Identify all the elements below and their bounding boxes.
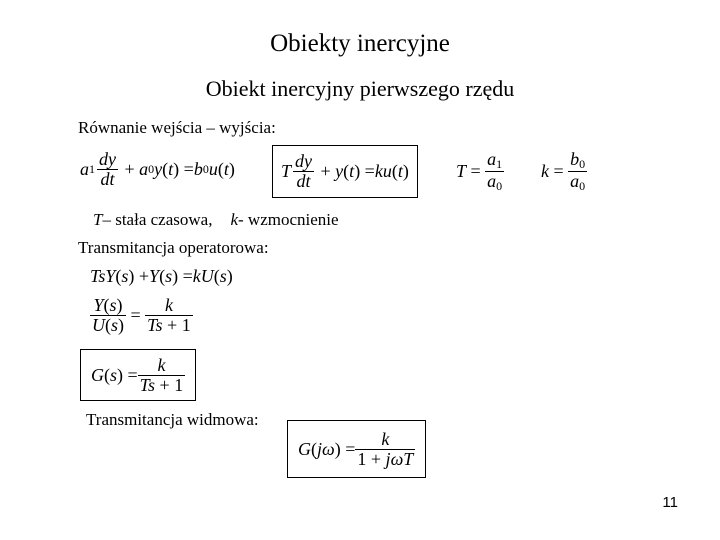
operator-transmittance-heading: Transmitancja operatorowa: <box>78 238 269 257</box>
time-constant-formula: T = $\frac{a_1}{a_0}$ <box>456 149 503 193</box>
spectral-transmittance-box: G ( j ω ) = $\frac{k}{\text{1 + jωT}}$ <box>287 420 426 478</box>
slide-subtitle: Obiekt inercyjny pierwszego rzędu <box>205 76 515 101</box>
slide-title: Obiekty inercyjne <box>270 30 450 57</box>
parameter-notes <box>93 210 339 230</box>
normalized-equation-box: T $\frac{dy}{dt}$ + y ( t ) = ku ( t ) <box>272 145 418 198</box>
note-T-description: – stała czasowa, <box>102 210 213 229</box>
note-k-description: - wzmocnienie <box>238 210 339 229</box>
gain-formula: k = $\frac{b_0}{a_0}$ <box>541 149 586 193</box>
operator-transmittance-box: G ( s ) = $\frac{k}{Ts + 1}$ <box>80 349 196 401</box>
transfer-ratio-equation: $\frac{Y(s)}{U(s)}$ = $\frac{k}{Ts + 1}$ <box>92 295 191 335</box>
io-equation-heading: Równanie wejścia – wyjścia: <box>78 118 276 137</box>
note-T-symbol: T <box>93 210 103 229</box>
laplace-equation: TsY ( s ) + Y ( s ) = kU ( s ) <box>90 266 233 286</box>
spectral-transmittance-heading: Transmitancja widmowa: <box>86 410 259 429</box>
note-k-symbol: k <box>230 210 238 229</box>
io-differential-equation: a 1 $\frac{dy}{dt}$ + a 0 y ( t ) = b 0 u ( t ) <box>80 149 235 189</box>
page-number: 11 <box>662 494 678 511</box>
